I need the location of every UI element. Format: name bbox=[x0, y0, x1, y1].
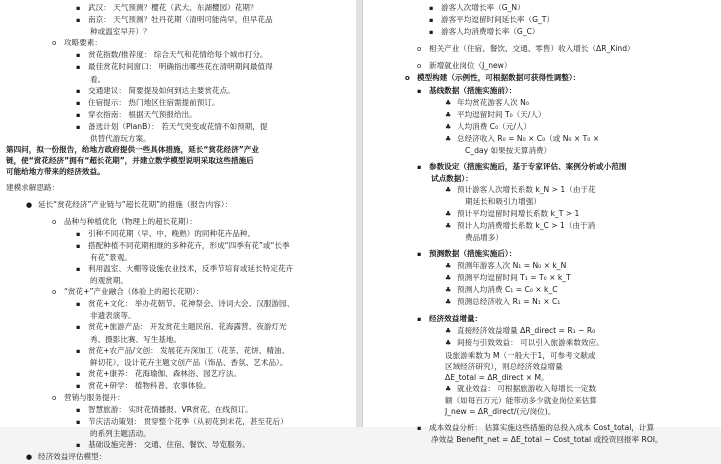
text-line bbox=[6, 109, 350, 121]
text-line bbox=[6, 85, 350, 97]
text-line bbox=[6, 240, 350, 252]
line-text: 品种与种植优化（物理上的超长花期）： bbox=[64, 216, 197, 226]
text-line bbox=[369, 184, 715, 196]
text-line bbox=[369, 248, 715, 260]
text-line bbox=[369, 395, 715, 406]
text-line bbox=[6, 380, 350, 392]
line-text: 穿衣指南： 根据天气预报给出。 bbox=[88, 109, 197, 119]
bullet-marker: ♣ bbox=[445, 261, 452, 270]
text-line bbox=[369, 313, 715, 325]
bullet-marker: ♣ bbox=[445, 221, 452, 230]
text-line bbox=[369, 161, 715, 173]
line-text: 赏花+农产品/文创： 发展花卉深加工（花茶、花饼、精油、 bbox=[88, 345, 290, 355]
text-line bbox=[369, 145, 715, 156]
text-line bbox=[369, 272, 715, 284]
line-text: 建模求解思路： bbox=[6, 183, 60, 193]
bullet-marker: ▪ bbox=[417, 315, 422, 324]
right-page bbox=[362, 0, 721, 445]
text-line bbox=[6, 216, 350, 228]
bullet-marker: ▪ bbox=[76, 406, 81, 415]
text-line bbox=[369, 383, 715, 395]
bullet-marker: o bbox=[52, 288, 57, 297]
text-line bbox=[6, 263, 350, 275]
line-text: 区域经济研究），则总经济效益增量 bbox=[445, 361, 563, 371]
line-text: 南京： 天气预测？牡丹花期（清明可能尚早，但早花品 bbox=[88, 15, 273, 25]
line-text: 模型构建（示例性，可根据数据可获得性调整）： bbox=[417, 73, 581, 83]
line-text: 间接与引致效益： 可以引入旅游乘数效应。 bbox=[457, 338, 604, 348]
line-text: 链，使“赏花经济”拥有“超长花期”，并建立数学模型说明采取这些措施后 bbox=[6, 156, 254, 166]
bullet-marker: ● bbox=[26, 200, 33, 209]
line-text: 平均逗留时间 T₀（天/人） bbox=[457, 109, 546, 119]
bullet-marker: ▪ bbox=[76, 369, 81, 378]
bullet-marker: ▪ bbox=[417, 163, 422, 172]
text-line bbox=[369, 43, 715, 55]
line-text: 备选计划（PlanB）： 若天气突变或花情不如预期，提 bbox=[88, 121, 268, 131]
text-line bbox=[369, 361, 715, 372]
line-text: 基线数据（措施实施前）： bbox=[429, 85, 517, 95]
line-text: 总经济收入 R₀ = N₀ × C₀（或 N₀ × T₀ × bbox=[457, 133, 600, 143]
line-text: 赏花+文化： 举办花朝节、花神祭会、诗词大会、汉服游园、 bbox=[88, 299, 295, 309]
bullet-marker: ♣ bbox=[445, 384, 452, 393]
line-text: 新增就业岗位（J_new） bbox=[429, 61, 512, 71]
text-line bbox=[369, 26, 715, 38]
line-text: 预测平均逗留时间 T₁ = T₀ × k_T bbox=[457, 272, 571, 282]
bullet-marker: ♣ bbox=[445, 122, 452, 131]
line-text: 预计平均逗留时间增长系数 k_T > 1 bbox=[457, 208, 580, 218]
bullet-marker: ▪ bbox=[76, 110, 81, 119]
bullet-marker: ▪ bbox=[76, 63, 81, 72]
text-line bbox=[369, 60, 715, 72]
text-line bbox=[369, 2, 715, 14]
left-page-text bbox=[6, 2, 350, 464]
text-line bbox=[369, 260, 715, 272]
bullet-marker: ▪ bbox=[76, 122, 81, 131]
line-text: J_new = ΔR_direct/(元/岗位)。 bbox=[445, 407, 556, 416]
line-text: C_day 如果按天算消费） bbox=[465, 146, 552, 156]
text-line bbox=[369, 72, 715, 84]
line-text: 预测人均消费 C₁ = C₀ × k_C bbox=[457, 285, 558, 295]
text-line bbox=[6, 166, 350, 177]
text-line bbox=[369, 422, 715, 434]
bullet-marker: o bbox=[417, 62, 422, 71]
bullet-marker: ♣ bbox=[445, 273, 452, 282]
line-text: 赏花+康养： 花海瑜伽、森林浴、园艺疗法。 bbox=[88, 368, 242, 378]
bullet-marker: ▪ bbox=[429, 16, 434, 25]
line-text: 预计人均消费增长系数 k_C > 1（由于消 bbox=[457, 220, 596, 230]
line-text: 武汉： 天气预测？樱花（武大、东湖樱园）花期？ bbox=[88, 3, 258, 12]
text-line bbox=[6, 298, 350, 310]
bullet-marker: ♣ bbox=[445, 134, 452, 143]
line-text: 延长“赏花经济”产业链与“超长花期”的措施（报告内容）： bbox=[38, 199, 233, 209]
right-page-text bbox=[369, 2, 715, 445]
text-line bbox=[6, 199, 350, 211]
bullet-marker: ♣ bbox=[445, 110, 452, 119]
line-text: 鲜切花），设计花卉主题文创产品（饰品、香氛、艺术品）。 bbox=[90, 357, 288, 367]
bullet-marker: ♣ bbox=[445, 286, 452, 295]
text-line bbox=[369, 97, 715, 109]
text-line bbox=[6, 275, 350, 286]
line-text: 游客人次增长率（G_N） bbox=[441, 3, 525, 12]
text-line bbox=[6, 286, 350, 298]
bullet-marker: ▪ bbox=[76, 300, 81, 309]
bullet-marker: ▪ bbox=[76, 241, 81, 250]
text-line bbox=[6, 144, 350, 155]
bullet-marker: ▪ bbox=[76, 381, 81, 390]
text-line bbox=[369, 434, 715, 445]
line-text: 预测数据（措施实施后）： bbox=[429, 248, 517, 258]
line-text: 经济效益评估模型： bbox=[38, 452, 107, 462]
line-text: 就业效益： 可根据旅游收入每增长一定数 bbox=[457, 383, 597, 393]
line-text: 智慧旅游： 实时花情播报、VR赏花、在线预订。 bbox=[88, 405, 253, 415]
bullet-marker: ▪ bbox=[76, 418, 81, 427]
line-text: “赏花+”产业融合（体验上的超长花期）： bbox=[64, 287, 204, 297]
line-text: 参数设定（措施实施后，基于专家评估、案例分析或小范围 bbox=[429, 162, 627, 172]
text-line bbox=[369, 372, 715, 383]
line-text: 交通建议： 简要提及如何到达主要赏花点。 bbox=[88, 85, 235, 95]
text-line bbox=[6, 368, 350, 380]
text-line bbox=[6, 334, 350, 345]
bullet-marker: ▪ bbox=[76, 98, 81, 107]
text-line bbox=[6, 74, 350, 85]
text-line bbox=[6, 451, 350, 463]
bullet-marker: o bbox=[52, 217, 57, 226]
line-text: 引种不同花期（早、中、晚熟）的同种花卉品种。 bbox=[88, 228, 256, 238]
text-line bbox=[6, 97, 350, 109]
bullet-marker: ● bbox=[26, 453, 33, 462]
left-page bbox=[0, 0, 357, 462]
bullet-marker: o bbox=[52, 394, 57, 402]
text-line bbox=[369, 325, 715, 337]
line-text: 预测总经济收入 R₁ = N₁ × C₁ bbox=[457, 297, 561, 307]
line-text: 经济效益增量： bbox=[429, 314, 483, 324]
text-line bbox=[369, 14, 715, 26]
text-line bbox=[6, 357, 350, 368]
text-line bbox=[369, 406, 715, 417]
text-line bbox=[369, 296, 715, 308]
text-line bbox=[6, 392, 350, 404]
text-line bbox=[6, 2, 350, 14]
text-line bbox=[6, 428, 350, 439]
line-text: 游客平均逗留时间延长率（G_T） bbox=[441, 15, 555, 25]
line-text: 住宿提示： 热门地区住宿需提前预订。 bbox=[88, 97, 220, 107]
bullet-marker: ▪ bbox=[76, 229, 81, 238]
line-text: 直接经济效益增量 ΔR_direct = R₁ − R₀ bbox=[457, 326, 596, 336]
line-text: 期延长和吸引力增强） bbox=[465, 197, 541, 207]
line-text: 的系列主题活动。 bbox=[90, 429, 151, 439]
line-text: 节庆活动策划： 贯穿整个花季（从初花到末花，甚至花后） bbox=[88, 417, 288, 427]
bullet-marker: ▪ bbox=[76, 86, 81, 95]
line-text: 攻略要素： bbox=[64, 38, 102, 48]
line-text: 可能给地方带来的经济效益。 bbox=[6, 167, 105, 177]
text-line bbox=[369, 109, 715, 121]
text-line bbox=[6, 37, 350, 49]
line-text: ΔE_total = ΔR_direct × M。 bbox=[445, 372, 549, 382]
line-text: 最佳赏花时间窗口： 明确指出哪些花在清明期间最值得 bbox=[88, 62, 273, 72]
text-line bbox=[6, 121, 350, 133]
bullet-marker: ▪ bbox=[76, 323, 81, 332]
line-text: 搭配种植不同花期相继的多种花卉，形成“四季有花”或“长季 bbox=[88, 240, 290, 250]
text-line bbox=[6, 404, 350, 416]
text-line bbox=[369, 85, 715, 97]
bullet-marker: ▪ bbox=[429, 4, 434, 12]
text-line bbox=[6, 26, 350, 37]
bullet-marker: ▪ bbox=[429, 28, 434, 37]
line-text: 秀、摄影比赛、写生基地。 bbox=[90, 334, 182, 344]
line-text: 第四问，拟一份报告，给地方政府提供一些具体措施，延长“赏花经济”产业 bbox=[6, 145, 259, 155]
text-line bbox=[6, 49, 350, 61]
text-line bbox=[6, 416, 350, 428]
bullet-marker: ▪ bbox=[417, 249, 422, 258]
line-text: 供替代游玩方案。 bbox=[90, 134, 151, 144]
text-line bbox=[6, 155, 350, 166]
text-line bbox=[6, 321, 350, 333]
line-text: 人均消费 C₀（元/人） bbox=[457, 121, 532, 131]
line-text: 费品增多） bbox=[465, 232, 503, 242]
text-line bbox=[6, 310, 350, 321]
line-text: 利用温室、大棚等设施农业技术，反季节培育或延长特定花卉 bbox=[88, 263, 294, 273]
line-text: 预计游客人次增长系数 k_N > 1（由于花 bbox=[457, 185, 596, 195]
bullet-marker: ▪ bbox=[76, 441, 81, 450]
line-text: 赏花+旅游产品： 开发赏花主题民宿、花海露营、夜游灯光 bbox=[88, 322, 287, 332]
text-line bbox=[6, 14, 350, 26]
line-text: 额（如每百万元）能带动多少就业岗位来估算 bbox=[445, 395, 597, 405]
text-line bbox=[369, 121, 715, 133]
line-text: 营销与服务提升： bbox=[64, 393, 125, 402]
bullet-marker: ▪ bbox=[76, 346, 81, 355]
line-text: 赏花指数/推荐度： 综合天气和花情给每个城市打分。 bbox=[88, 50, 268, 60]
line-text: 预测年游客人次 N₁ = N₀ × k_N bbox=[457, 260, 567, 270]
text-line bbox=[369, 232, 715, 243]
bullet-marker: ▪ bbox=[76, 264, 81, 273]
line-text: 游客人均消费增长率（G_C） bbox=[441, 27, 540, 37]
line-text: 有花”景观。 bbox=[90, 252, 132, 262]
text-line bbox=[369, 284, 715, 296]
bullet-marker: o bbox=[417, 45, 422, 54]
line-text: 种或温室早开）？ bbox=[90, 27, 151, 37]
text-line bbox=[369, 133, 715, 145]
line-text: 看。 bbox=[90, 74, 106, 84]
text-line bbox=[369, 337, 715, 349]
bullet-marker: ♣ bbox=[445, 98, 452, 107]
line-text: 年均赏花游客人次 N₀ bbox=[457, 97, 529, 107]
text-line bbox=[369, 208, 715, 220]
bullet-marker: ♣ bbox=[445, 186, 452, 195]
text-line bbox=[6, 133, 350, 144]
bullet-marker: ▪ bbox=[417, 86, 422, 95]
text-line bbox=[369, 173, 715, 184]
text-line bbox=[6, 345, 350, 357]
line-text: 试点数据）： bbox=[431, 174, 473, 184]
line-text: 赏花+研学： 植物科普、农事体验。 bbox=[88, 380, 211, 390]
text-line bbox=[6, 182, 350, 193]
text-line bbox=[369, 220, 715, 232]
bullet-marker: ▪ bbox=[76, 16, 81, 25]
text-line bbox=[6, 439, 350, 451]
bullet-marker: ▪ bbox=[76, 51, 81, 60]
text-line bbox=[6, 252, 350, 263]
text-line bbox=[369, 196, 715, 207]
bullet-marker: o bbox=[405, 74, 410, 83]
bullet-marker: ♣ bbox=[445, 327, 452, 336]
line-text: 净效益 Benefit_net = ΔE_total − Cost_total 或投资回报率 ROI。 bbox=[431, 435, 663, 445]
line-text: 的观赏期。 bbox=[90, 276, 128, 286]
bullet-marker: ♣ bbox=[445, 209, 452, 218]
line-text: 非遗表演等。 bbox=[90, 311, 136, 321]
bullet-marker: ▪ bbox=[76, 4, 81, 12]
bullet-marker: ♣ bbox=[445, 298, 452, 307]
text-line bbox=[369, 350, 715, 361]
line-text: 相关产业（住宿、餐饮、交通、零售）收入增长（ΔR_Kind） bbox=[429, 44, 635, 54]
text-line bbox=[6, 61, 350, 73]
line-text: 成本效益分析： 估算实施这些措施的总投入成本 Cost_total，计算 bbox=[429, 423, 655, 433]
line-text: 设旅游乘数为 M（一般大于1，可参考文献或 bbox=[445, 350, 596, 360]
bullet-marker: ▪ bbox=[417, 424, 422, 433]
line-text: 基础设施完善： 交通、住宿、餐饮、导览服务。 bbox=[88, 440, 250, 450]
bullet-marker: o bbox=[52, 39, 57, 48]
text-line bbox=[6, 228, 350, 240]
bullet-marker: ♣ bbox=[445, 339, 452, 348]
